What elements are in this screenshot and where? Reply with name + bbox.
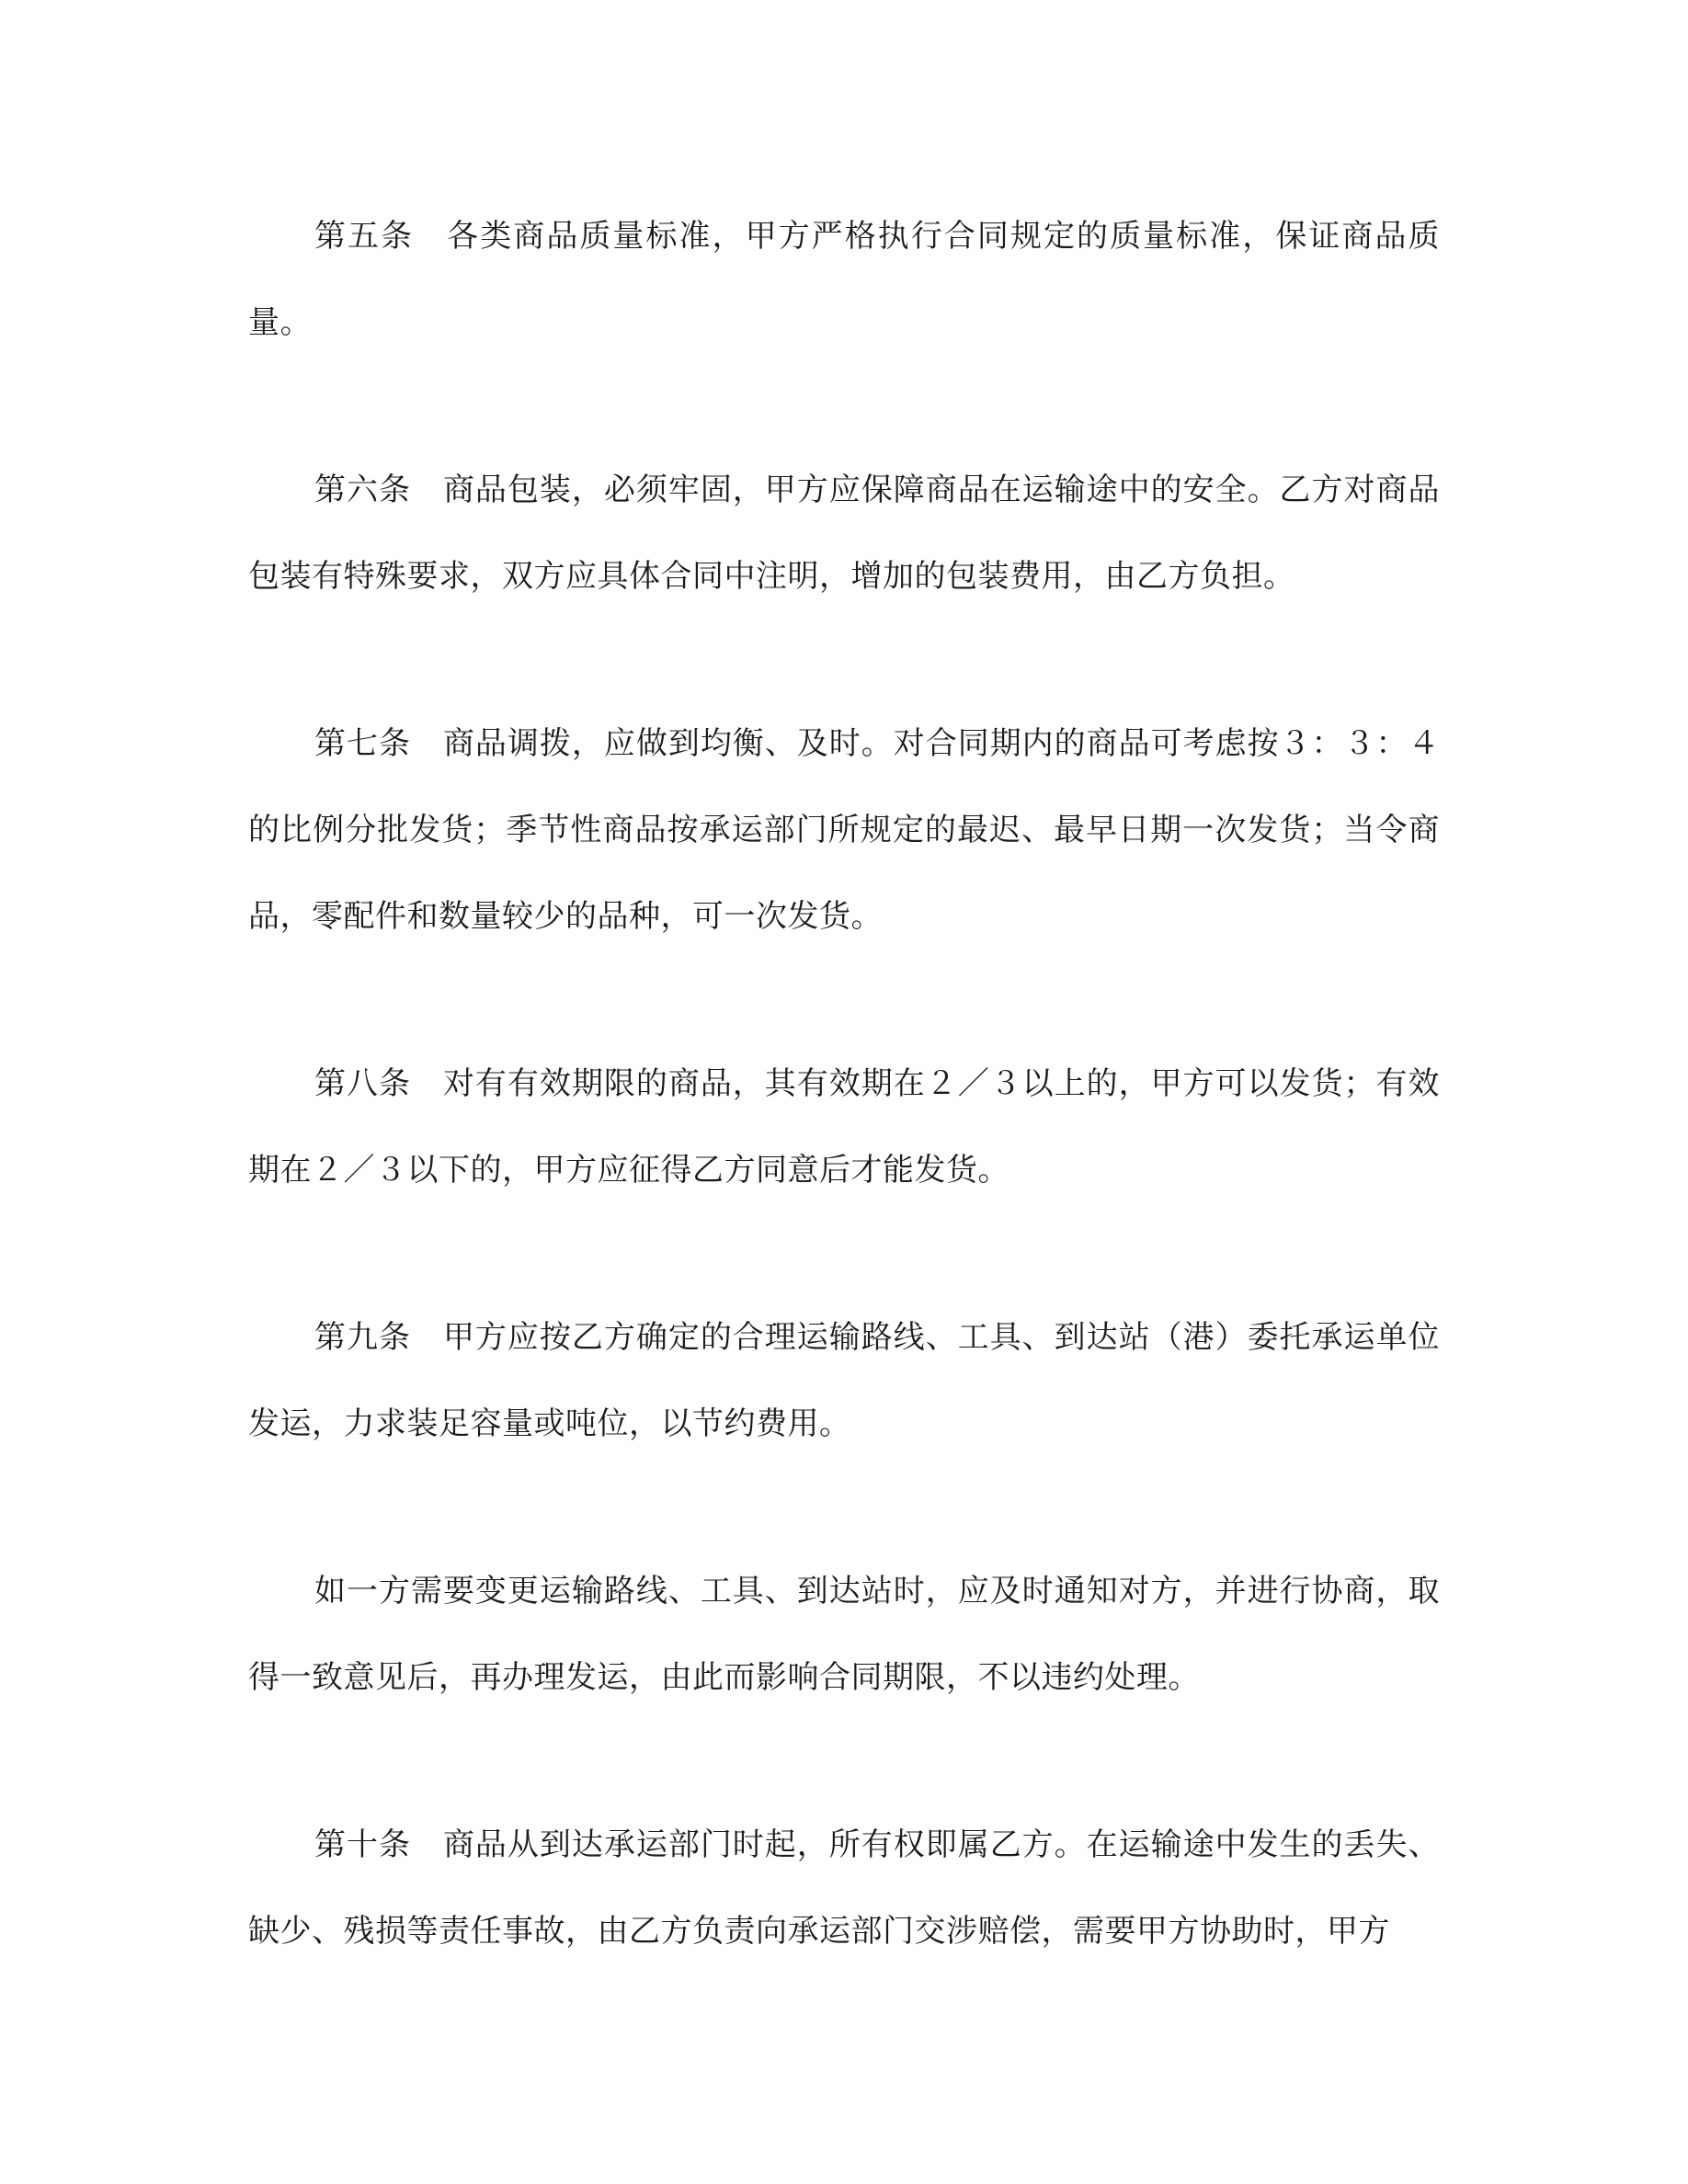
article-9-paragraph: 第九条 甲方应按乙方确定的合理运输路线、工具、到达站（港）委托承运单位发运，力求装足容量或吨位，以节约费用。 [248, 1319, 1440, 1442]
paragraph-spacer [248, 1721, 1440, 1802]
paragraph-spacer [248, 960, 1440, 1041]
article-7-paragraph: 第七条 商品调拨，应做到均衡、及时。对合同期内的商品可考虑按３：３：４的比例分批发货；季节性商品按承运部门所规定的最迟、最早日期一次发货；当令商品，零配件和数量较少的品种，可一次发货。 [248, 725, 1440, 935]
paragraph-spacer [248, 1467, 1440, 1548]
paragraph-spacer [248, 620, 1440, 700]
article-10-paragraph: 第十条 商品从到达承运部门时起，所有权即属乙方。在运输途中发生的丢失、缺少、残损等责任事故，由乙方负责向承运部门交涉赔偿，需要甲方协助时，甲方 [248, 1826, 1440, 1950]
document-body [248, 193, 1440, 1974]
article-5-paragraph: 第五条 各类商品质量标准，甲方严格执行合同规定的质量标准，保证商品质量。 [248, 218, 1440, 341]
article-6-paragraph: 第六条 商品包装，必须牢固，甲方应保障商品在运输途中的安全。乙方对商品包装有特殊要求，双方应具体合同中注明，增加的包装费用，由乙方负担。 [248, 472, 1440, 595]
article-9-supplement-paragraph: 如一方需要变更运输路线、工具、到达站时，应及时通知对方，并进行协商，取得一致意见后，再办理发运，由此而影响合同期限，不以违约处理。 [248, 1573, 1440, 1696]
paragraph-spacer [248, 366, 1440, 447]
paragraph-spacer [248, 1213, 1440, 1294]
article-8-paragraph: 第八条 对有有效期限的商品，其有效期在２／３以上的，甲方可以发货；有效期在２／３以下的，甲方应征得乙方同意后才能发货。 [248, 1065, 1440, 1189]
